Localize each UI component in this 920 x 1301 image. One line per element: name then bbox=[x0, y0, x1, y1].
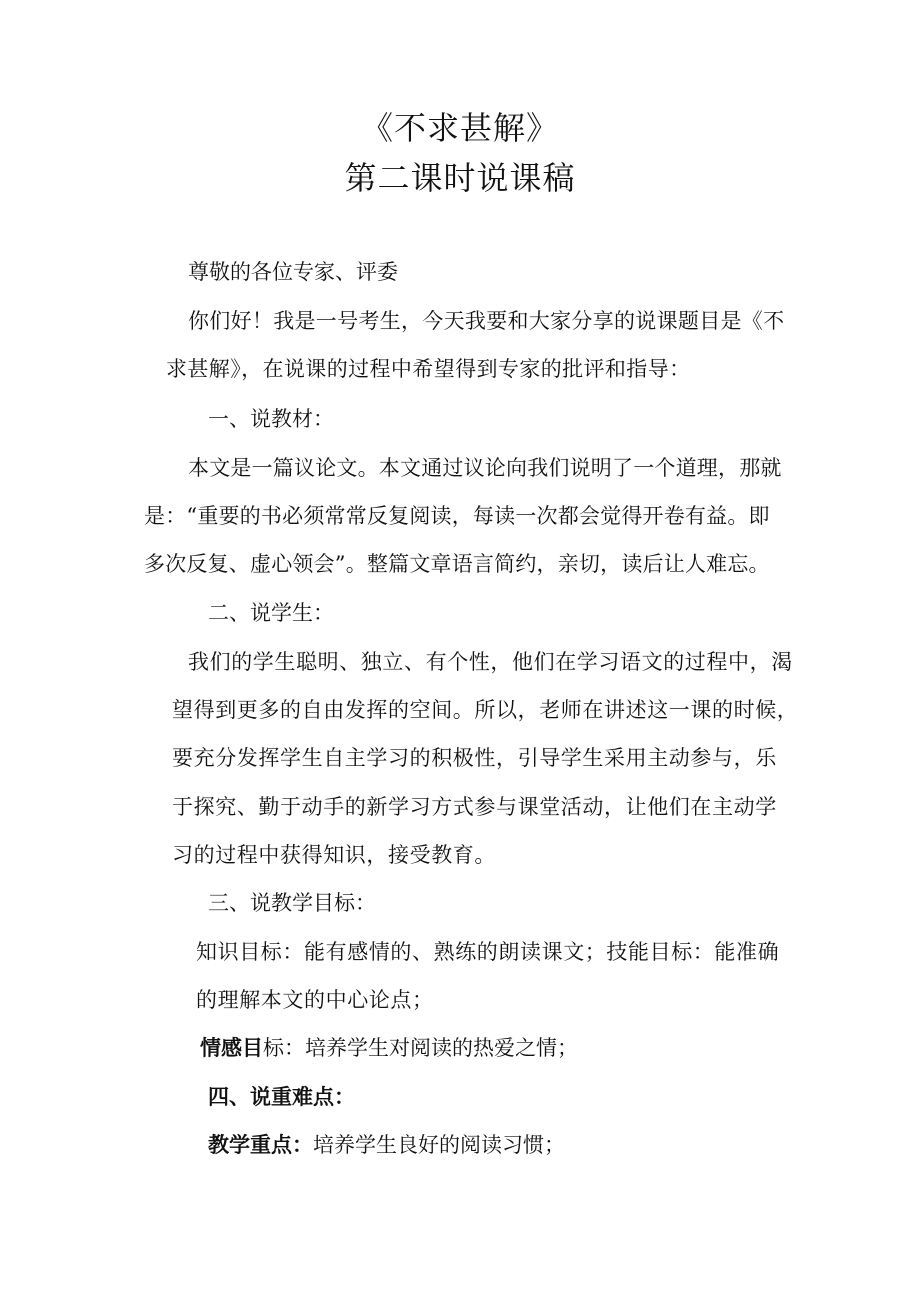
section2-line-5: 习的过程中获得知识，接受教育。 bbox=[172, 843, 496, 867]
section3-heading: 三、说教学目标： bbox=[208, 891, 376, 915]
section3-line-1: 知识目标：能有感情的、熟练的朗读课文；技能目标：能准确 bbox=[196, 940, 780, 964]
section3-emotion-goal bbox=[200, 1034, 578, 1062]
intro-line-1: 你们好！我是一号考生，今天我要和大家分享的说课题目是《不 bbox=[188, 309, 785, 333]
section2-line-2: 望得到更多的自由发挥的空间。所以，老师在讲述这一课的时候， bbox=[172, 698, 799, 722]
section1-line-2: 是：“重要的书必须常常反复阅读，每读一次都会觉得开卷有益。即 bbox=[144, 504, 770, 528]
salutation: 尊敬的各位专家、评委 bbox=[188, 260, 398, 284]
emotion-goal-label: 情感目 bbox=[200, 1035, 263, 1060]
section2-line-1: 我们的学生聪明、独立、有个性，他们在学习语文的过程中，渴 bbox=[188, 650, 793, 674]
title-line-2: 第二课时说课稿 bbox=[344, 159, 576, 197]
focus-text: 培养学生良好的阅读习惯； bbox=[313, 1133, 565, 1157]
section2-line-4: 于探究、勤于动手的新学习方式参与课堂活动，让他们在主动学 bbox=[172, 795, 777, 819]
section1-line-1: 本文是一篇议论文。本文通过议论向我们说明了一个道理，那就 bbox=[188, 456, 782, 480]
emotion-goal-text: 标：培养学生对阅读的热爱之情； bbox=[263, 1036, 578, 1060]
section4-focus bbox=[208, 1131, 565, 1159]
title-line-1: 《不求甚解》 bbox=[360, 109, 559, 147]
section4-heading: 四、说重难点： bbox=[208, 1084, 355, 1109]
section3-line-2: 的理解本文的中心论点； bbox=[196, 988, 434, 1012]
focus-label: 教学重点： bbox=[208, 1132, 313, 1157]
section2-heading: 二、说学生： bbox=[208, 601, 334, 625]
section2-line-3: 要充分发挥学生自主学习的积极性，引导学生采用主动参与，乐 bbox=[172, 746, 777, 770]
intro-line-2: 求甚解》，在说课的过程中希望得到专家的批评和指导： bbox=[166, 357, 691, 381]
section1-line-3: 多次反复、虚心领会”。整篇文章语言简约，亲切，读后让人难忘。 bbox=[144, 552, 770, 576]
section1-heading: 一、说教材： bbox=[208, 407, 334, 431]
